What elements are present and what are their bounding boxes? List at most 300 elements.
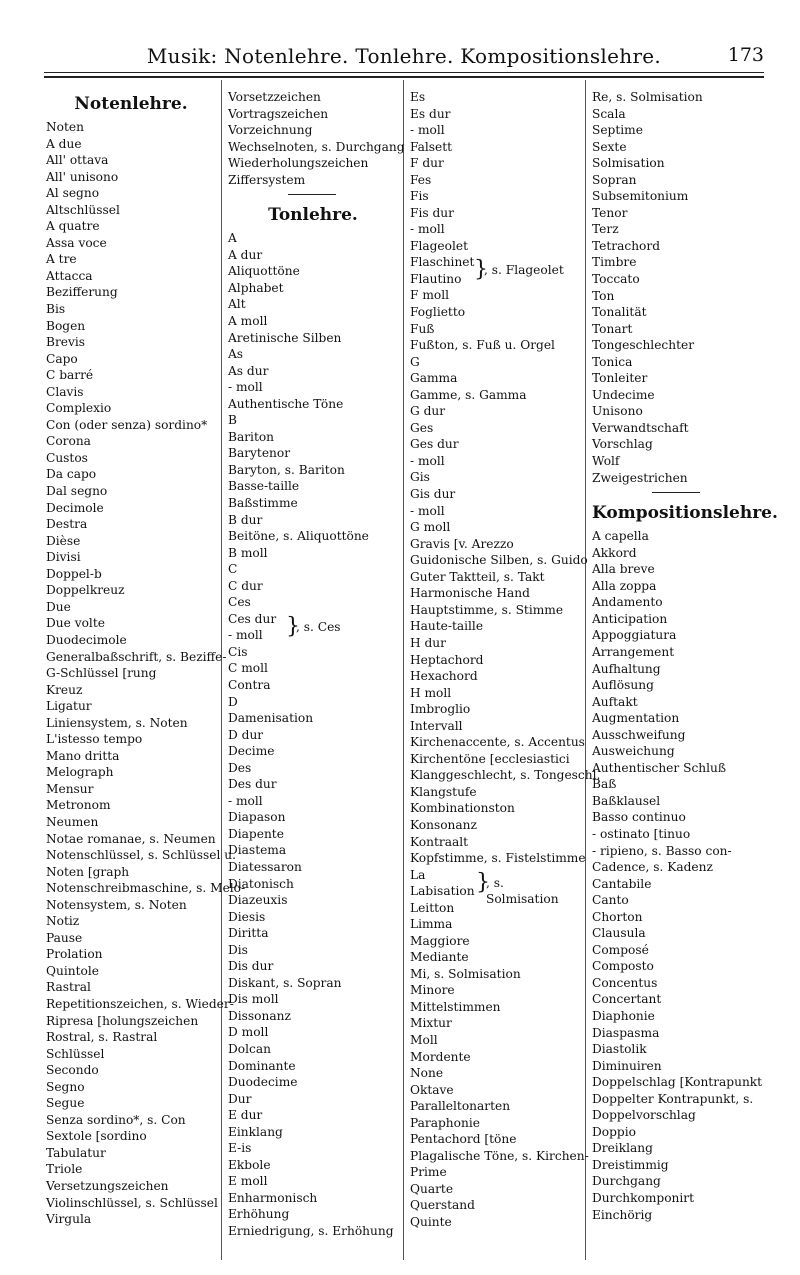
index-entry: Erniedrigung, s. Erhöhung	[228, 1224, 394, 1238]
index-entry: Hexachord	[410, 669, 478, 684]
index-entry: Mi, s. Solmisation	[410, 966, 521, 981]
index-entry: Leitton	[410, 900, 455, 915]
index-entry: C dur	[228, 578, 263, 593]
index-entry: B	[228, 413, 237, 428]
index-entry: Sextole [sordino	[46, 1129, 147, 1144]
brace-glyph: }	[474, 257, 488, 283]
index-entry: Tonalität	[592, 305, 647, 320]
index-entry: G	[410, 354, 420, 369]
index-entry: Secondo	[46, 1063, 99, 1078]
index-entry: Liniensystem, s. Noten	[46, 715, 188, 730]
index-entry: Prime	[410, 1165, 447, 1180]
index-entry: H moll	[410, 685, 452, 700]
index-entry: A	[228, 231, 237, 246]
index-entry: Custos	[46, 450, 88, 465]
index-entry: Noten	[46, 120, 84, 134]
index-entry: Gravis [v. Arezzo	[410, 536, 514, 551]
index-entry: Unisono	[592, 404, 643, 419]
index-entry: Guter Taktteil, s. Takt	[410, 569, 545, 584]
index-entry: Undecime	[592, 387, 655, 402]
index-entry: Clavis	[46, 384, 84, 399]
index-entry: Falsett	[410, 139, 453, 154]
index-entry: Ekbole	[228, 1157, 271, 1172]
index-entry: Schlüssel	[46, 1046, 105, 1061]
index-entry: Toccato	[592, 272, 640, 287]
index-entry: Moll	[410, 1032, 438, 1047]
index-entry: - moll	[410, 222, 445, 237]
index-entry: D	[228, 694, 238, 709]
index-entry: Dominante	[228, 1058, 296, 1073]
index-entry: Haute-taille	[410, 619, 484, 634]
header-rule	[44, 72, 764, 73]
index-entry: H dur	[410, 635, 446, 650]
index-entry: Gamme, s. Gamma	[410, 387, 527, 402]
index-entry: Capo	[46, 351, 78, 366]
index-entry: Dur	[228, 1091, 252, 1106]
index-entry: Baßklausel	[592, 793, 661, 808]
index-entry: Violinschlüssel, s. Schlüssel	[46, 1195, 218, 1210]
index-entry: Triole	[46, 1162, 83, 1177]
index-entry: Metronom	[46, 798, 111, 813]
index-entry: A quatre	[46, 219, 100, 234]
index-entry: Ligatur	[46, 699, 92, 714]
index-entry: Due volte	[46, 616, 105, 631]
entry-list	[228, 644, 398, 1240]
index-entry: Aretinische Silben	[228, 330, 342, 345]
index-entry: Tonica	[592, 354, 633, 369]
index-entry: D dur	[228, 727, 264, 742]
index-entry: Harmonische Hand	[410, 586, 530, 601]
index-entry: Authentische Töne	[228, 396, 344, 411]
index-entry: Basso continuo	[592, 810, 686, 825]
index-entry: Pentachord [töne	[410, 1132, 517, 1147]
section-heading-kompositionslehre: Kompositionslehre.	[592, 503, 778, 524]
index-entry: Bis	[46, 302, 66, 317]
index-entry: Bezifferung	[46, 285, 118, 300]
brace-line: - moll	[228, 628, 263, 643]
index-entry: Neumen	[46, 814, 99, 829]
index-entry: G moll	[410, 520, 451, 535]
index-entry: Diatessaron	[228, 859, 302, 874]
index-entry: Baryton, s. Bariton	[228, 462, 345, 477]
index-entry: - ripieno, s. Basso con-	[592, 843, 732, 858]
index-entry: - moll	[228, 380, 263, 395]
index-entry: Notae romanae, s. Neumen	[46, 831, 216, 846]
header-rule-thick	[44, 76, 764, 78]
index-entry: Divisi	[46, 550, 81, 565]
index-entry: Attacca	[46, 268, 93, 283]
index-entry: Quarte	[410, 1181, 454, 1196]
index-entry: Diastolik	[592, 1042, 647, 1057]
index-entry: Andamento	[592, 595, 663, 610]
index-entry: Cis	[228, 644, 248, 659]
index-entry: F moll	[410, 288, 450, 303]
index-entry: Dièse	[46, 533, 81, 548]
index-entry: Versetzungszeichen	[46, 1179, 169, 1193]
index-entry: Concertant	[592, 992, 662, 1007]
index-entry: C moll	[228, 661, 268, 676]
index-entry: Vorschlag	[592, 437, 653, 452]
index-entry: Da capo	[46, 467, 97, 482]
index-entry: Canto	[592, 893, 629, 908]
index-entry: Ges	[410, 420, 434, 435]
index-entry: Alt	[228, 297, 246, 312]
index-entry: Flageolet	[410, 238, 468, 253]
index-entry: Des dur	[228, 777, 277, 792]
index-entry: Cantabile	[592, 876, 652, 891]
entry-list	[410, 89, 580, 254]
brace-target: , s. Ces	[296, 619, 341, 634]
index-entry: Baß	[592, 777, 617, 792]
index-entry: Con (oder senza) sordino*	[46, 417, 208, 432]
index-entry: Bogen	[46, 318, 86, 333]
index-entry: Gis dur	[410, 487, 456, 502]
index-entry: - moll	[410, 503, 445, 518]
brace-line: Ces dur	[228, 611, 277, 626]
index-entry: Dal segno	[46, 484, 108, 499]
index-entry: G dur	[410, 404, 446, 419]
index-entry: Mano dritta	[46, 748, 120, 763]
index-entry: Gis	[410, 470, 430, 485]
index-entry: Alphabet	[228, 280, 284, 295]
index-entry: Chorton	[592, 909, 643, 924]
index-entry: Durchkomponirt	[592, 1191, 695, 1205]
index-entry: Decimole	[46, 500, 104, 515]
brace-line: La	[410, 867, 426, 882]
index-entry: Authentischer Schluß	[592, 760, 727, 775]
index-entry: Ripresa [holungszeichen	[46, 1013, 199, 1028]
index-entry: Contra	[228, 677, 271, 692]
index-entry: Hauptstimme, s. Stimme	[410, 602, 564, 617]
index-entry: Re, s. Solmisation	[592, 90, 703, 104]
index-entry: Konsonanz	[410, 817, 477, 832]
brace-entry	[410, 867, 580, 907]
index-entry: Duodecime	[228, 1075, 298, 1090]
index-entry: Enharmonisch	[228, 1190, 318, 1205]
index-entry: Tongeschlechter	[592, 338, 695, 353]
entry-list	[228, 89, 405, 188]
index-entry: A moll	[228, 314, 268, 329]
index-entry: Notenschlüssel, s. Schlüssel u.	[46, 848, 236, 863]
index-entry: Fis dur	[410, 205, 454, 220]
index-entry: All' ottava	[46, 153, 109, 168]
index-entry: Gamma	[410, 371, 458, 386]
index-entry: Doppel-b	[46, 566, 102, 581]
index-entry: Altschlüssel	[46, 202, 120, 217]
index-entry: Imbroglio	[410, 702, 471, 717]
index-entry: Fuß	[410, 321, 435, 336]
index-entry: Composto	[592, 959, 654, 974]
index-entry: Maggiore	[410, 933, 470, 948]
page-number: 173	[727, 44, 764, 66]
index-entry: Auftakt	[592, 694, 638, 709]
index-entry: - moll	[228, 793, 263, 808]
index-entry: Tonart	[592, 321, 633, 336]
index-entry: Diritta	[228, 926, 269, 941]
index-entry: Duodecimole	[46, 632, 127, 647]
column-tonlehre	[228, 89, 405, 1240]
index-entry: Diastema	[228, 843, 287, 858]
section-separator	[592, 486, 762, 498]
index-entry: A dur	[228, 247, 263, 262]
index-entry: Diaspasma	[592, 1025, 660, 1040]
index-entry: Notenschreibmaschine, s. Melo-	[46, 881, 246, 896]
index-entry: Destra	[46, 517, 88, 532]
index-entry: Diapason	[228, 810, 286, 825]
index-entry: B moll	[228, 545, 268, 560]
index-entry: Assa voce	[46, 235, 107, 250]
index-entry: Paraphonie	[410, 1115, 480, 1130]
index-entry: Rostral, s. Rastral	[46, 1030, 158, 1045]
index-entry: Composé	[592, 942, 649, 957]
index-entry: Ton	[592, 288, 615, 303]
index-entry: Complexio	[46, 401, 112, 416]
index-entry: Foglietto	[410, 305, 466, 320]
index-entry: Aufhaltung	[592, 661, 661, 676]
index-entry: Minore	[410, 983, 455, 998]
index-entry: As dur	[228, 363, 269, 378]
index-entry: Ziffersystem	[228, 172, 306, 187]
index-entry: Dis dur	[228, 959, 274, 974]
index-entry: Es	[410, 90, 426, 104]
index-entry: Cadence, s. Kadenz	[592, 860, 713, 875]
index-entry: A capella	[592, 529, 649, 544]
index-entry: Klanggeschlecht, s. Tongeschl.	[410, 768, 601, 783]
index-entry: Plagalische Töne, s. Kirchen-	[410, 1148, 589, 1163]
index-entry: Bariton	[228, 429, 275, 444]
index-entry: Segno	[46, 1079, 85, 1094]
index-entry: Timbre	[592, 255, 637, 270]
index-entry: C barré	[46, 368, 94, 383]
index-entry: - moll	[410, 123, 445, 138]
index-entry: C	[228, 562, 238, 577]
index-entry: Al segno	[46, 186, 100, 201]
index-entry: L'istesso tempo	[46, 732, 143, 747]
index-entry: Ausschweifung	[592, 727, 686, 742]
brace-target: , s. Flageolet	[484, 263, 564, 278]
index-entry: Oktave	[410, 1082, 454, 1097]
index-entry: Notensystem, s. Noten	[46, 897, 187, 912]
section-heading-notenlehre: Notenlehre.	[74, 94, 188, 114]
entry-list	[592, 528, 762, 1223]
index-entry: Erhöhung	[228, 1207, 290, 1222]
index-entry: Solmisation	[592, 156, 665, 171]
index-entry: Anticipation	[592, 611, 668, 626]
index-entry: Noten [graph	[46, 864, 130, 879]
index-entry: As	[228, 347, 244, 362]
index-entry: G-Schlüssel [rung	[46, 666, 157, 681]
index-entry: Auflösung	[592, 678, 654, 693]
index-entry: Durchgang	[592, 1174, 661, 1189]
index-entry: E dur	[228, 1108, 263, 1123]
index-entry: Diazeuxis	[228, 893, 288, 908]
entry-list	[228, 230, 398, 611]
index-entry: Ausweichung	[592, 744, 675, 759]
index-entry: E moll	[228, 1174, 268, 1189]
index-entry: Mensur	[46, 781, 94, 796]
index-entry: A due	[46, 136, 82, 151]
index-entry: Wolf	[592, 454, 620, 469]
index-entry: Aliquottöne	[228, 264, 300, 279]
index-entry: Notiz	[46, 914, 80, 929]
index-entry: Doppelkreuz	[46, 583, 125, 598]
index-entry: Tenor	[592, 205, 628, 220]
index-entry: Septime	[592, 123, 643, 138]
index-entry: Diskant, s. Sopran	[228, 975, 342, 990]
index-entry: Damenisation	[228, 711, 314, 726]
index-entry: Vortragszeichen	[228, 106, 329, 121]
index-entry: Diaphonie	[592, 1008, 655, 1023]
index-entry: Dreistimmig	[592, 1157, 669, 1172]
index-entry: Prolation	[46, 947, 103, 962]
index-entry: Alla zoppa	[592, 578, 657, 593]
index-entry: Kirchentöne [ecclesiastici	[410, 751, 570, 766]
index-entry: Fes	[410, 172, 432, 187]
index-entry: Doppelter Kontrapunkt, s.	[592, 1091, 754, 1106]
brace-glyph: }	[286, 613, 300, 639]
index-entry: B dur	[228, 512, 263, 527]
index-entry: Subsemitonium	[592, 189, 689, 204]
column-divider	[221, 80, 222, 1260]
index-entry: Brevis	[46, 335, 86, 350]
index-entry: Zweigestrichen	[592, 470, 688, 485]
running-title: Musik: Notenlehre. Tonlehre. Kompositionslehre.	[146, 44, 662, 68]
brace-line: Flaschinet	[410, 255, 475, 270]
brace-target: , s. Solmisation	[486, 875, 559, 907]
index-entry: Wiederholungszeichen	[228, 156, 369, 171]
index-entry: Paralleltonarten	[410, 1099, 511, 1114]
index-entry: Heptachord	[410, 652, 484, 667]
entry-list	[410, 900, 589, 1231]
index-entry: Klangstufe	[410, 784, 477, 799]
index-entry: Mediante	[410, 950, 469, 965]
index-entry: Arrangement	[592, 644, 675, 659]
index-entry: Augmentation	[592, 711, 680, 726]
index-entry: Segue	[46, 1096, 85, 1111]
index-entry: Fis	[410, 189, 429, 204]
index-entry: F dur	[410, 156, 444, 171]
index-entry: Diapente	[228, 826, 284, 841]
index-entry: A tre	[46, 252, 77, 267]
index-entry: Due	[46, 599, 71, 614]
index-entry: Ces	[228, 595, 251, 610]
brace-entry	[410, 254, 580, 287]
index-entry: Einklang	[228, 1124, 283, 1139]
index-entry: Rastral	[46, 980, 91, 995]
index-entry: All' unisono	[46, 169, 119, 184]
index-entry: Pause	[46, 930, 83, 945]
index-entry: Beitöne, s. Aliquottöne	[228, 529, 369, 544]
index-entry: Appoggiatura	[592, 628, 677, 643]
index-entry: Es dur	[410, 106, 451, 121]
index-entry: Ges dur	[410, 437, 459, 452]
index-entry: Mordente	[410, 1049, 471, 1064]
index-entry: Dolcan	[228, 1041, 271, 1056]
index-entry: - moll	[410, 453, 445, 468]
index-entry: Dis	[228, 942, 248, 957]
index-entry: Senza sordino*, s. Con	[46, 1112, 186, 1127]
index-entry: Diatonisch	[228, 876, 294, 891]
index-entry: Decime	[228, 744, 275, 759]
index-entry: Doppelvorschlag	[592, 1108, 696, 1123]
index-entry: Clausula	[592, 926, 646, 941]
index-entry: Intervall	[410, 718, 463, 733]
brace-line: Labisation	[410, 884, 475, 899]
index-entry: Dissonanz	[228, 1008, 291, 1023]
index-entry: Limma	[410, 917, 453, 932]
brace-glyph: }	[476, 869, 490, 895]
index-entry: Diminuiren	[592, 1058, 662, 1073]
index-entry: Scala	[592, 106, 626, 121]
index-entry: Mittelstimmen	[410, 999, 501, 1014]
index-entry: Verwandtschaft	[592, 420, 689, 435]
index-entry: None	[410, 1066, 444, 1081]
index-entry: Vorsetzzeichen	[228, 90, 321, 104]
index-entry: Tonleiter	[592, 371, 648, 386]
index-entry: Melograph	[46, 765, 114, 780]
index-entry: Akkord	[592, 545, 637, 560]
index-entry: Concentus	[592, 975, 658, 990]
index-entry: Kreuz	[46, 682, 83, 697]
index-entry: Repetitionszeichen, s. Wieder-	[46, 996, 234, 1011]
index-entry: Kombinationston	[410, 801, 515, 816]
index-entry: Generalbaßschrift, s. Beziffe-	[46, 649, 227, 664]
index-entry: Sopran	[592, 172, 637, 187]
column-divider	[585, 80, 586, 1260]
column-kompositionslehre	[592, 89, 778, 1223]
index-entry: D moll	[228, 1025, 269, 1040]
index-entry: Fußton, s. Fuß u. Orgel	[410, 338, 555, 353]
index-entry: Kontraalt	[410, 834, 469, 849]
index-entry: Einchörig	[592, 1207, 653, 1222]
index-entry: Kopfstimme, s. Fistelstimme	[410, 851, 586, 866]
column-tonlehre-cont	[410, 89, 601, 1231]
index-entry: Des	[228, 760, 252, 775]
index-entry: Virgula	[46, 1212, 92, 1227]
index-entry: E-is	[228, 1141, 252, 1156]
brace-entry	[228, 611, 398, 644]
index-entry: Corona	[46, 434, 91, 449]
index-entry: Doppelschlag [Kontrapunkt	[592, 1075, 763, 1090]
index-entry: Querstand	[410, 1198, 475, 1213]
brace-line: Flautino	[410, 271, 462, 286]
entry-list	[410, 287, 601, 866]
index-entry: Mixtur	[410, 1016, 452, 1031]
section-separator	[228, 188, 398, 200]
index-entry: Dis moll	[228, 992, 279, 1007]
index-entry: Alla breve	[592, 562, 655, 577]
section-heading-tonlehre: Tonlehre.	[268, 205, 358, 226]
index-entry: - ostinato [tinuo	[592, 826, 691, 841]
index-entry: Tetrachord	[592, 238, 661, 253]
index-entry: Guidonische Silben, s. Guido	[410, 553, 588, 568]
index-entry: Dreiklang	[592, 1141, 653, 1156]
index-entry: Terz	[592, 222, 619, 237]
entry-list	[592, 89, 762, 486]
index-entry: Wechselnoten, s. Durchgang	[228, 139, 405, 154]
page-header	[44, 44, 764, 70]
index-entry: Vorzeichnung	[228, 123, 313, 138]
index-entry: Tabulatur	[46, 1145, 106, 1160]
column-divider	[403, 80, 404, 1260]
index-entry: Quinte	[410, 1215, 452, 1229]
index-entry: Kirchenaccente, s. Accentus	[410, 735, 585, 750]
index-entry: Quintole	[46, 963, 99, 978]
index-entry: Sexte	[592, 139, 627, 154]
index-entry: Baßstimme	[228, 496, 298, 511]
index-entry: Basse-taille	[228, 479, 300, 494]
index-entry: Barytenor	[228, 446, 291, 461]
